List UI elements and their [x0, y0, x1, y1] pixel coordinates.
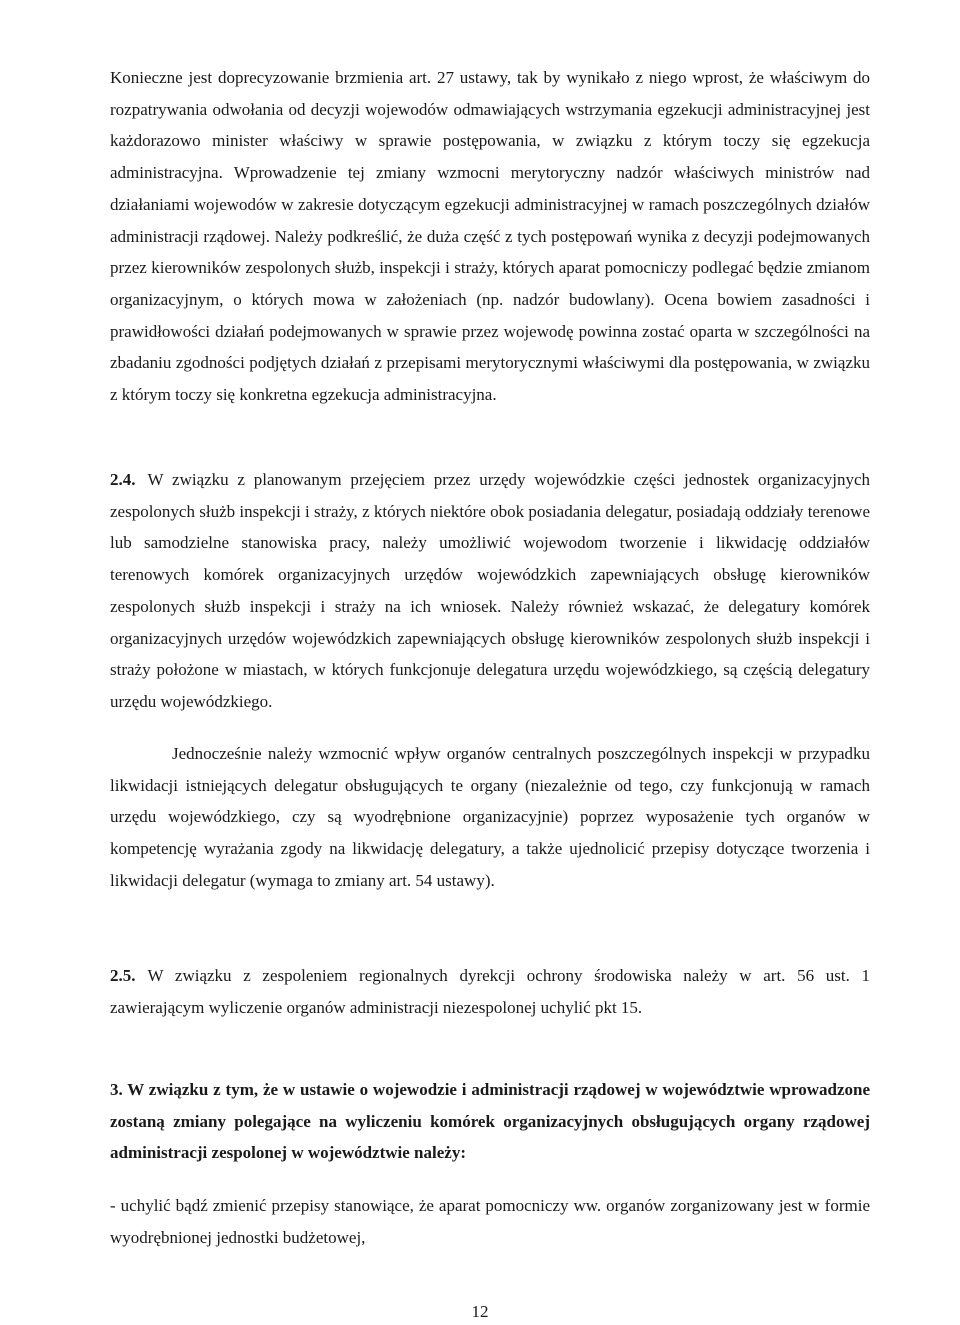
paragraph-art27: Konieczne jest doprecyzowanie brzmienia art. 27 ustawy, tak by wynikało z niego wprost, że właściwym do rozpatrywania odwołania od decyzji wojewodów odmawiających wstrzymania egzekucji administracyjnej jest każdorazowo minister właściwy w sprawie postępowania, w związku z którym toczy się egzekucja administracyjna. Wprowadzenie tej zmiany wzmocni merytoryczny nadzór właściwych ministrów nad działaniami wojewodów w zakresie dotyczącym egzekucji administracyjnej w ramach poszczególnych działów administracji rządowej. Należy podkreślić, że duża część z tych postępowań wynika z decyzji podejmowanych przez kierowników zespolonych służb, inspekcji i straży, których aparat pomocniczy podlegać będzie zmianom organizacyjnym, o których mowa w założeniach (np. nadzór budowlany). Ocena bowiem zasadności i prawidłowości działań podejmowanych w sprawie przez wojewodę powinna zostać oparta w szczególności na zbadaniu zgodności podjętych działań z przepisami merytorycznymi właściwymi dla postępowania, w związku z którym toczy się konkretna egzekucja administracyjna. — [110, 68, 870, 405]
section-2-5 — [110, 960, 870, 1023]
paragraph-delegatury: Jednocześnie należy wzmocnić wpływ organów centralnych poszczególnych inspekcji w przypadku likwidacji istniejących delegatur obsługujących te organy (niezależnie od tego, czy funkcjonują w ramach urzędu wojewódzkiego, czy są wyodrębnione organizacyjnie) poprzez wyposażenie tych organów w kompetencję wyrażania zgody na likwidację delegatury, a także ujednolicić przepisy dotyczące tworzenia i likwidacji delegatur (wymaga to zmiany art. 54 ustawy). — [110, 744, 870, 890]
bullet-item: - uchylić bądź zmienić przepisy stanowiące, że aparat pomocniczy ww. organów zorganizowany jest w formie wyodrębnionej jednostki budżetowej, — [110, 1196, 870, 1247]
section-number: 2.4. — [110, 470, 136, 489]
section-2-4 — [110, 464, 870, 718]
section-2-4-text: W związku z planowanym przejęciem przez urzędy wojewódzkie części jednostek organizacyjnych zespolonych służb inspekcji i straży, z których niektóre obok posiadania delegatur, posiadają oddziały terenowe lub samodzielne stanowiska pracy, należy umożliwić wojewodom tworzenie i likwidację oddziałów terenowych komórek organizacyjnych urzędów wojewódzkich zapewniających obsługę kierowników zespolonych służb inspekcji i straży na ich wniosek. Należy również wskazać, że delegatury komórek organizacyjnych urzędów wojewódzkich zapewniających obsługę kierowników zespolonych służb inspekcji i straży położone w miastach, w których funkcjonuje delegatura urzędu wojewódzkiego, są częścią delegatury urzędu wojewódzkiego. — [110, 470, 870, 711]
section-2-5-text: W związku z zespoleniem regionalnych dyrekcji ochrony środowiska należy w art. 56 ust. 1 zawierającym wyliczenie organów administracji niezespolonej uchylić pkt 15. — [110, 966, 870, 1017]
section-3-heading: 3. W związku z tym, że w ustawie o wojewodzie i administracji rządowej w województwie wprowadzone zostaną zmiany polegające na wyliczeniu komórek organizacyjnych obsługujących organy rządowej administracji zespolonej w województwie należy: — [110, 1080, 870, 1163]
section-number: 2.5. — [110, 966, 136, 985]
page-number: 12 — [471, 1302, 489, 1321]
